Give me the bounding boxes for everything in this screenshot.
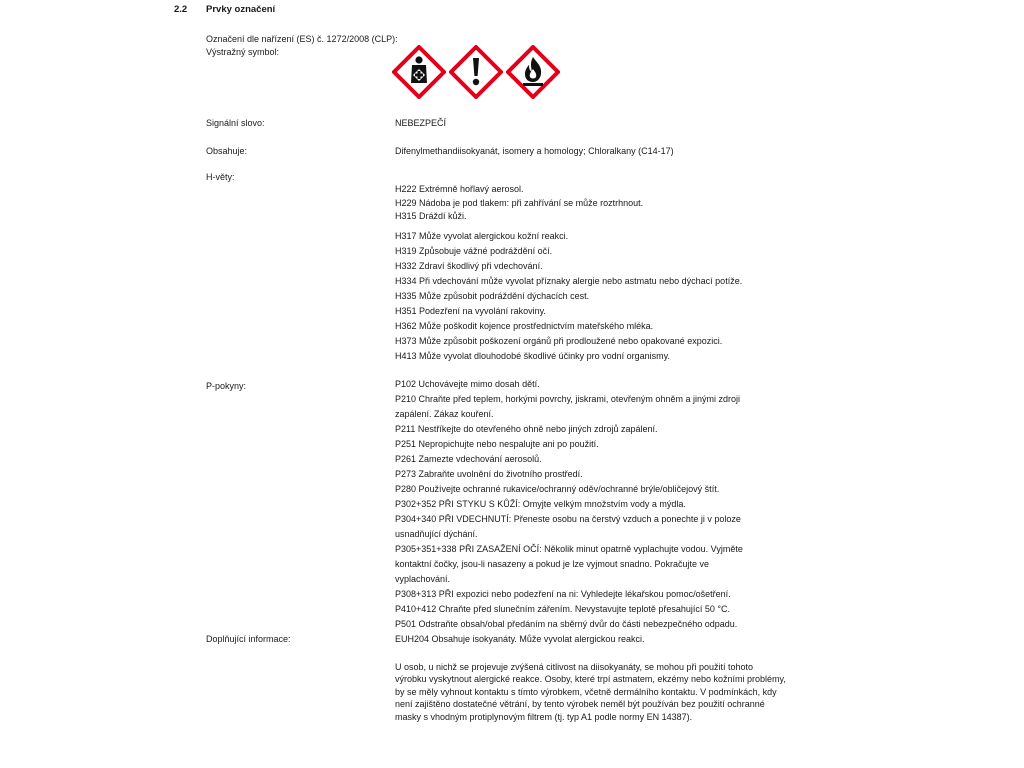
- ghs02-flame-icon: [506, 45, 560, 99]
- contains-label: Obsahuje:: [206, 146, 248, 156]
- signal-word-label: Signální slovo:: [206, 118, 265, 128]
- ghs-pictograms: [392, 45, 552, 101]
- h-statement: H319 Způsobuje vážné podráždění očí.: [395, 246, 553, 256]
- h-statement: H332 Zdraví škodlivý při vdechování.: [395, 261, 543, 271]
- p-statement-line: P280 Používejte ochranné rukavice/ochranný oděv/ochranné brýle/obličejový štít.: [395, 484, 720, 494]
- h-statement: H373 Může způsobit poškození orgánů při prodloužené nebo opakované expozici.: [395, 336, 723, 346]
- p-statement-line: P273 Zabraňte uvolnění do životního prostředí.: [395, 469, 583, 479]
- p-statement-line: P305+351+338 PŘI ZASAŽENÍ OČÍ: Několik minut opatrně vyplachujte vodou. Vyjměte: [395, 544, 743, 554]
- h-statement: H317 Může vyvolat alergickou kožní reakci.: [395, 231, 569, 241]
- h-statement: H222 Extrémně hořlavý aerosol.: [395, 184, 524, 194]
- p-statement-line: P211 Nestříkejte do otevřeného ohně nebo jiných zdrojů zapálení.: [395, 424, 658, 434]
- p-statement-line: vyplachování.: [395, 574, 451, 584]
- p-statements-label: P-pokyny:: [206, 381, 247, 391]
- clp-heading-label: Označení dle nařízení (ES) č. 1272/2008 (CLP):: [206, 34, 398, 44]
- supplementary-label: Doplňující informace:: [206, 634, 291, 644]
- h-statement: H229 Nádoba je pod tlakem: při zahřívání se může roztrhnout.: [395, 198, 644, 208]
- p-statement-line: zapálení. Zákaz kouření.: [395, 409, 494, 419]
- supplementary-paragraph: U osob, u nichž se projevuje zvýšená citlivost na diisokyanáty, se mohou při použití tohoto výrobku vyskytnout alergické reakce. Osoby, které trpí astmatem, ekzémy nebo kožními problémy, by se měly vyhnout kontaktu s tímto výrobkem, včetně dermálního kontaktu. V podmínkách, kdy není zajištěno dostatečné větrání, by tento výrobek neměl být používán bez použití ochranné masky s vhodným protiplynovým filtrem (tj. typ A1 podle normy EN 14387).: [395, 662, 786, 722]
- p-statement-line: P302+352 PŘI STYKU S KŮŽÍ: Omyjte velkým množstvím vody a mýdla.: [395, 499, 686, 509]
- p-statement-line: P304+340 PŘI VDECHNUTÍ: Přeneste osobu na čerstvý vzduch a ponechte ji v poloze: [395, 514, 741, 524]
- hazard-symbol-label: Výstražný symbol:: [206, 47, 280, 57]
- ghs07-exclamation-icon: [449, 45, 503, 99]
- h-statement: H315 Dráždí kůži.: [395, 211, 467, 221]
- p-statement-line: P210 Chraňte před teplem, horkými povrchy, jiskrami, otevřeným ohněm a jinými zdroji: [395, 394, 740, 404]
- h-statement: H351 Podezření na vyvolání rakoviny.: [395, 306, 546, 316]
- p-statements-list: [395, 377, 743, 632]
- h-statements-group-1: [395, 182, 643, 223]
- p-statement-line: P501 Odstraňte obsah/obal předáním na sběrný dvůr do části nebezpečného odpadu.: [395, 619, 738, 629]
- euh-statement: EUH204 Obsahuje isokyanáty. Může vyvolat alergickou reakci.: [395, 634, 645, 644]
- p-statement-line: P102 Uchovávejte mimo dosah dětí.: [395, 379, 540, 389]
- p-statement-line: kontaktní čočky, jsou-li nasazeny a pokud je lze vyjmout snadno. Pokračujte ve: [395, 559, 709, 569]
- section-number: 2.2: [174, 4, 188, 15]
- p-statement-line: P251 Nepropichujte nebo nespalujte ani po použití.: [395, 439, 599, 449]
- h-statement: H362 Může poškodit kojence prostřednictvím mateřského mléka.: [395, 321, 654, 331]
- section-title: Prvky označení: [206, 4, 276, 15]
- h-statements-label: H-věty:: [206, 172, 235, 182]
- h-statements-group-2: [395, 229, 742, 364]
- signal-word-value: NEBEZPEČÍ: [395, 118, 447, 128]
- p-statement-line: P261 Zamezte vdechování aerosolů.: [395, 454, 542, 464]
- h-statement: H413 Může vyvolat dlouhodobé škodlivé účinky pro vodní organismy.: [395, 351, 670, 361]
- contains-value: Difenylmethandiisokyanát, isomery a homology; Chloralkany (C14-17): [395, 146, 674, 156]
- h-statement: H334 Při vdechování může vyvolat příznaky alergie nebo astmatu nebo dýchací potíže.: [395, 276, 743, 286]
- p-statement-line: usnadňující dýchání.: [395, 529, 478, 539]
- ghs08-health-hazard-icon: [392, 45, 446, 99]
- p-statement-line: P410+412 Chraňte před slunečním zářením. Nevystavujte teplotě přesahující 50 °C.: [395, 604, 731, 614]
- p-statement-line: P308+313 PŘI expozici nebo podezření na ni: Vyhledejte lékařskou pomoc/ošetření.: [395, 589, 731, 599]
- h-statement: H335 Může způsobit podráždění dýchacích cest.: [395, 291, 590, 301]
